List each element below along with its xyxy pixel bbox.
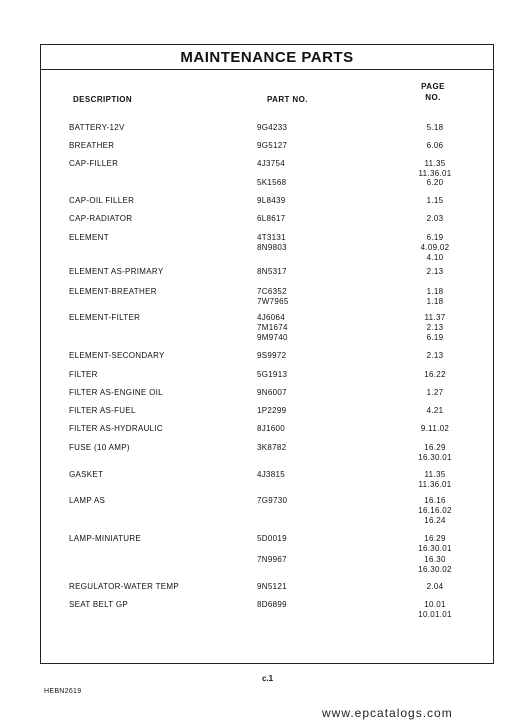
page-reference: 1.15 [426, 196, 444, 205]
row-part-numbers [257, 370, 317, 380]
row-description: CAP-FILLER [69, 159, 119, 168]
row-part-numbers [257, 443, 317, 453]
row-page-numbers [405, 600, 465, 620]
part-number: 7M1674 [257, 323, 288, 332]
page-reference: 16.30.01 [418, 453, 452, 462]
part-number: 1P2299 [257, 406, 287, 415]
row-page-numbers [405, 159, 465, 179]
page-reference: 6.19 [426, 233, 444, 242]
row-page-numbers [405, 351, 465, 361]
part-number: 7W7965 [257, 297, 289, 306]
row-description: CAP-OIL FILLER [69, 196, 135, 205]
parts-table-frame [40, 44, 494, 664]
row-part-numbers [257, 287, 317, 307]
page-reference: 6.20 [426, 178, 444, 187]
row-page-numbers [405, 178, 465, 188]
part-number: 9S9972 [257, 351, 287, 360]
part-number: 5G1913 [257, 370, 288, 379]
page-reference: 11.35 [424, 159, 446, 168]
page-reference: 16.30 [424, 555, 446, 564]
row-description: FILTER AS-HYDRAULIC [69, 424, 164, 433]
row-page-numbers [405, 214, 465, 224]
page-reference: 5.18 [426, 123, 444, 132]
row-page-numbers [405, 470, 465, 490]
row-description: LAMP-MINIATURE [69, 534, 142, 543]
watermark: www.epcatalogs.com [322, 706, 453, 720]
part-number: 7C6352 [257, 287, 287, 296]
page-reference: 1.27 [426, 388, 444, 397]
part-number: 8N9803 [257, 243, 287, 252]
row-part-numbers [257, 196, 317, 206]
header-page-line2: NO. [425, 93, 441, 102]
page-reference: 9.11.02 [420, 424, 450, 433]
row-part-numbers [257, 178, 317, 188]
part-number: 5K1568 [257, 178, 287, 187]
page-reference: 11.35 [424, 470, 446, 479]
page-reference: 6.19 [426, 333, 444, 342]
part-number: 4J3815 [257, 470, 286, 479]
row-part-numbers [257, 313, 317, 343]
page-reference: 11.36.01 [418, 169, 452, 178]
part-number: 4J3754 [257, 159, 286, 168]
row-description: LAMP AS [69, 496, 106, 505]
part-number: 7G9730 [257, 496, 288, 505]
row-description: GASKET [69, 470, 104, 479]
row-part-numbers [257, 406, 317, 416]
row-page-numbers [405, 406, 465, 416]
row-page-numbers [405, 287, 465, 307]
part-number: 4J6064 [257, 313, 286, 322]
row-description: SEAT BELT GP [69, 600, 129, 609]
page-reference: 1.18 [426, 287, 444, 296]
row-part-numbers [257, 555, 317, 565]
row-part-numbers [257, 496, 317, 506]
row-page-numbers [405, 388, 465, 398]
page-reference: 11.37 [424, 313, 446, 322]
part-number: 9N6007 [257, 388, 287, 397]
page-reference: 16.29 [424, 443, 446, 452]
row-part-numbers [257, 600, 317, 610]
header-page-no [405, 81, 461, 103]
row-part-numbers [257, 470, 317, 480]
header-page-line1: PAGE [421, 82, 445, 91]
row-part-numbers [257, 534, 317, 544]
part-number: 9N5121 [257, 582, 287, 591]
row-part-numbers [257, 123, 317, 133]
part-number: 3K8782 [257, 443, 287, 452]
row-part-numbers [257, 351, 317, 361]
row-page-numbers [405, 267, 465, 277]
row-page-numbers [405, 233, 465, 263]
page-reference: 16.16.02 [418, 506, 452, 515]
part-number: 9M9740 [257, 333, 288, 342]
page-reference: 16.29 [424, 534, 446, 543]
page-reference: 4.10 [426, 253, 444, 262]
header-description: DESCRIPTION [73, 95, 133, 104]
page-reference: 16.22 [424, 370, 446, 379]
row-page-numbers [405, 123, 465, 133]
row-part-numbers [257, 388, 317, 398]
row-part-numbers [257, 159, 317, 169]
part-number: 7N9967 [257, 555, 287, 564]
page-reference: 2.04 [426, 582, 444, 591]
row-page-numbers [405, 196, 465, 206]
row-description: BATTERY-12V [69, 123, 125, 132]
page-number: c.1 [262, 674, 274, 683]
row-page-numbers [405, 313, 465, 343]
document-code: HEBN2619 [44, 688, 82, 695]
page-reference: 16.30.01 [418, 544, 452, 553]
row-description: BREATHER [69, 141, 115, 150]
row-part-numbers [257, 141, 317, 151]
row-page-numbers [405, 582, 465, 592]
row-page-numbers [405, 370, 465, 380]
row-description: FILTER AS-ENGINE OIL [69, 388, 163, 397]
part-number: 4T3131 [257, 233, 286, 242]
page-reference: 4.09.02 [420, 243, 450, 252]
row-description: REGULATOR-WATER TEMP [69, 582, 180, 591]
row-page-numbers [405, 424, 465, 434]
page-reference: 6.06 [426, 141, 444, 150]
row-page-numbers [405, 534, 465, 554]
part-number: 8J1600 [257, 424, 286, 433]
row-description: CAP-RADIATOR [69, 214, 133, 223]
page-reference: 16.24 [424, 516, 446, 525]
row-part-numbers [257, 267, 317, 277]
page-reference: 10.01.01 [418, 610, 452, 619]
row-description: ELEMENT-SECONDARY [69, 351, 165, 360]
row-page-numbers [405, 555, 465, 575]
part-number: 8D6899 [257, 600, 287, 609]
page-reference: 10.01 [424, 600, 446, 609]
row-description: FILTER AS-FUEL [69, 406, 136, 415]
page-reference: 2.13 [426, 351, 444, 360]
row-description: ELEMENT [69, 233, 109, 242]
row-page-numbers [405, 496, 465, 526]
page-reference: 4.21 [426, 406, 444, 415]
part-number: 5D0019 [257, 534, 287, 543]
row-description: ELEMENT-BREATHER [69, 287, 157, 296]
page-reference: 2.13 [426, 267, 444, 276]
page-reference: 16.30.02 [418, 565, 452, 574]
row-page-numbers [405, 141, 465, 151]
page-reference: 11.36.01 [418, 480, 452, 489]
row-description: FILTER [69, 370, 98, 379]
row-description: ELEMENT AS-PRIMARY [69, 267, 164, 276]
page-reference: 2.03 [426, 214, 444, 223]
page-title: MAINTENANCE PARTS [41, 45, 493, 70]
row-description: ELEMENT-FILTER [69, 313, 141, 322]
part-number: 9G4233 [257, 123, 288, 132]
row-part-numbers [257, 424, 317, 434]
part-number: 8N5317 [257, 267, 287, 276]
row-part-numbers [257, 582, 317, 592]
row-page-numbers [405, 443, 465, 463]
part-number: 6L8617 [257, 214, 286, 223]
page-reference: 2.13 [426, 323, 444, 332]
row-description: FUSE (10 AMP) [69, 443, 130, 452]
header-part-no: PART NO. [267, 95, 308, 104]
part-number: 9G5127 [257, 141, 288, 150]
row-part-numbers [257, 233, 317, 253]
part-number: 9L8439 [257, 196, 286, 205]
page-reference: 1.18 [426, 297, 444, 306]
row-part-numbers [257, 214, 317, 224]
page-reference: 16.16 [424, 496, 446, 505]
